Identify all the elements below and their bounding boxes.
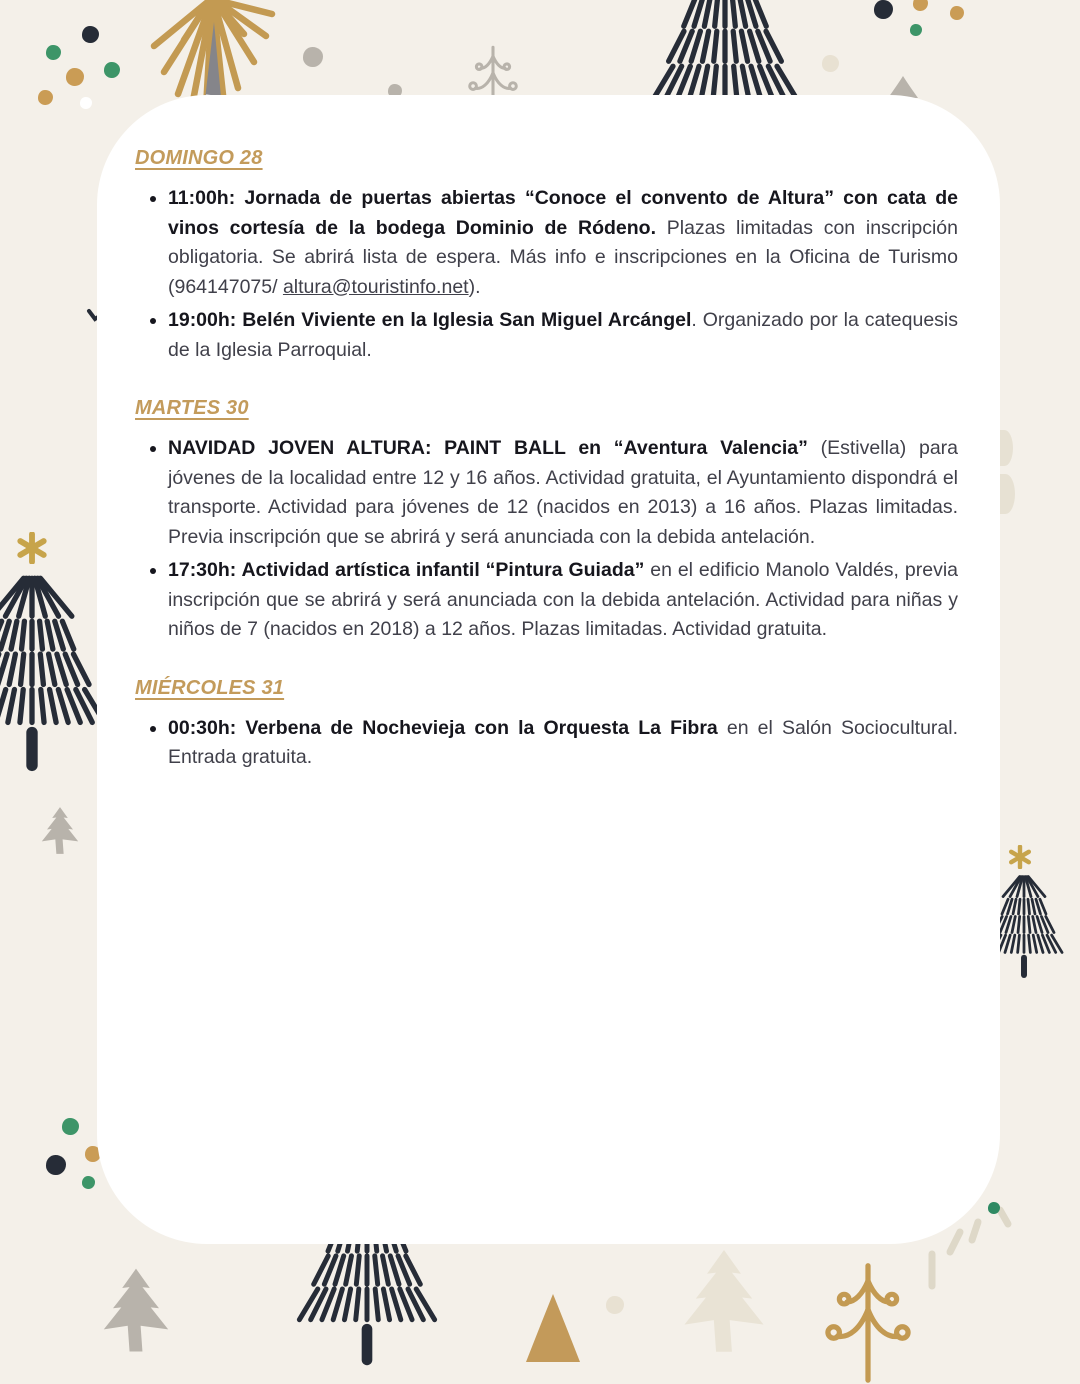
event-text: Plazas limitadas con inscripción obligatoria. Se abrirá lista de espera. Más info e inscripciones en la Oficina de Turismo (964147075/ xyxy=(168,216,958,298)
confetti-dot-gold xyxy=(950,6,964,20)
event-text-bold: 19:00h: Belén Viviente en la Iglesia San Miguel Arcángel xyxy=(168,309,692,331)
gold-triangle-tree xyxy=(524,1294,582,1364)
confetti-dot-green xyxy=(988,1202,1000,1214)
event-text: en el Salón Sociocultural. Entrada gratuita. xyxy=(168,716,958,768)
confetti-dot-navy xyxy=(82,26,99,43)
pine-tree-silhouette-cream xyxy=(656,1250,792,1354)
confetti-dot-green xyxy=(104,62,120,78)
event-list xyxy=(135,434,958,645)
confetti-dot-gold xyxy=(66,68,84,86)
confetti-dot-gold xyxy=(38,90,53,105)
event-text-bold: 17:30h: Actividad artística infantil “Pintura Guiada” xyxy=(168,559,645,581)
confetti-dot-navy xyxy=(874,0,893,19)
event-text: ). xyxy=(468,275,481,298)
confetti-dot-cream xyxy=(606,1296,624,1314)
section-miercoles-31 xyxy=(135,675,958,773)
section-martes-30 xyxy=(135,395,958,645)
hatched-tree-sketch-left xyxy=(0,558,108,773)
confetti-dot-cream xyxy=(822,55,839,72)
confetti-dot-green xyxy=(62,1118,79,1135)
confetti-dot-green xyxy=(82,1176,95,1189)
content-card xyxy=(97,95,1000,1244)
pine-tree-silhouette-gray xyxy=(34,798,86,864)
event-list xyxy=(135,184,958,365)
event-item xyxy=(168,306,958,365)
section-domingo-28 xyxy=(135,145,958,365)
event-item xyxy=(168,434,958,552)
curly-tree-sketch-gold xyxy=(820,1260,916,1384)
confetti-dot-gray xyxy=(303,47,323,67)
confetti-dot-green xyxy=(910,24,922,36)
section-title: DOMINGO 28 xyxy=(135,147,263,169)
event-text: (Estivella) para jóvenes de la localidad entre 12 y 16 años. Actividad gratuita, el Ayuntamiento dispondrá el transporte. Actividad para jóvenes de 12 (nacidos en 2013) a 16 años. Plazas limitadas. Previa inscripción que se abrirá y será anunciada con la debida antelación. xyxy=(168,437,958,548)
event-text-bold: 00:30h: Verbena de Nochevieja con la Orquesta La Fibra xyxy=(168,716,718,739)
confetti-dot-navy xyxy=(46,1155,66,1175)
event-item xyxy=(168,184,958,302)
event-text-bold: NAVIDAD JOVEN ALTURA: PAINT BALL en “Aventura Valencia” xyxy=(168,437,808,459)
confetti-dot-white xyxy=(80,97,92,109)
confetti-dot-gold xyxy=(913,0,928,11)
event-item xyxy=(168,714,958,773)
event-item xyxy=(168,556,958,645)
confetti-dot-green xyxy=(46,45,61,60)
event-text: en el edificio Manolo Valdés, previa inscripción que se abrirá y será anunciada con la debida antelación. Actividad para niñas y niños de 7 (nacidos en 2018) a 12 años. Plazas limitadas. Actividad gratuita. xyxy=(168,559,958,640)
section-title: MARTES 30 xyxy=(135,397,249,419)
section-title: MIÉRCOLES 31 xyxy=(135,676,285,699)
event-list xyxy=(135,714,958,773)
event-text-bold: 11:00h: Jornada de puertas abiertas “Conoce el convento de Altura” con cata de vinos cortesía de la bodega Dominio de Ródeno. xyxy=(168,187,958,239)
event-text: . Organizado por la catequesis de la Iglesia Parroquial. xyxy=(168,309,958,361)
email-link[interactable]: altura@touristinfo.net xyxy=(282,275,469,298)
